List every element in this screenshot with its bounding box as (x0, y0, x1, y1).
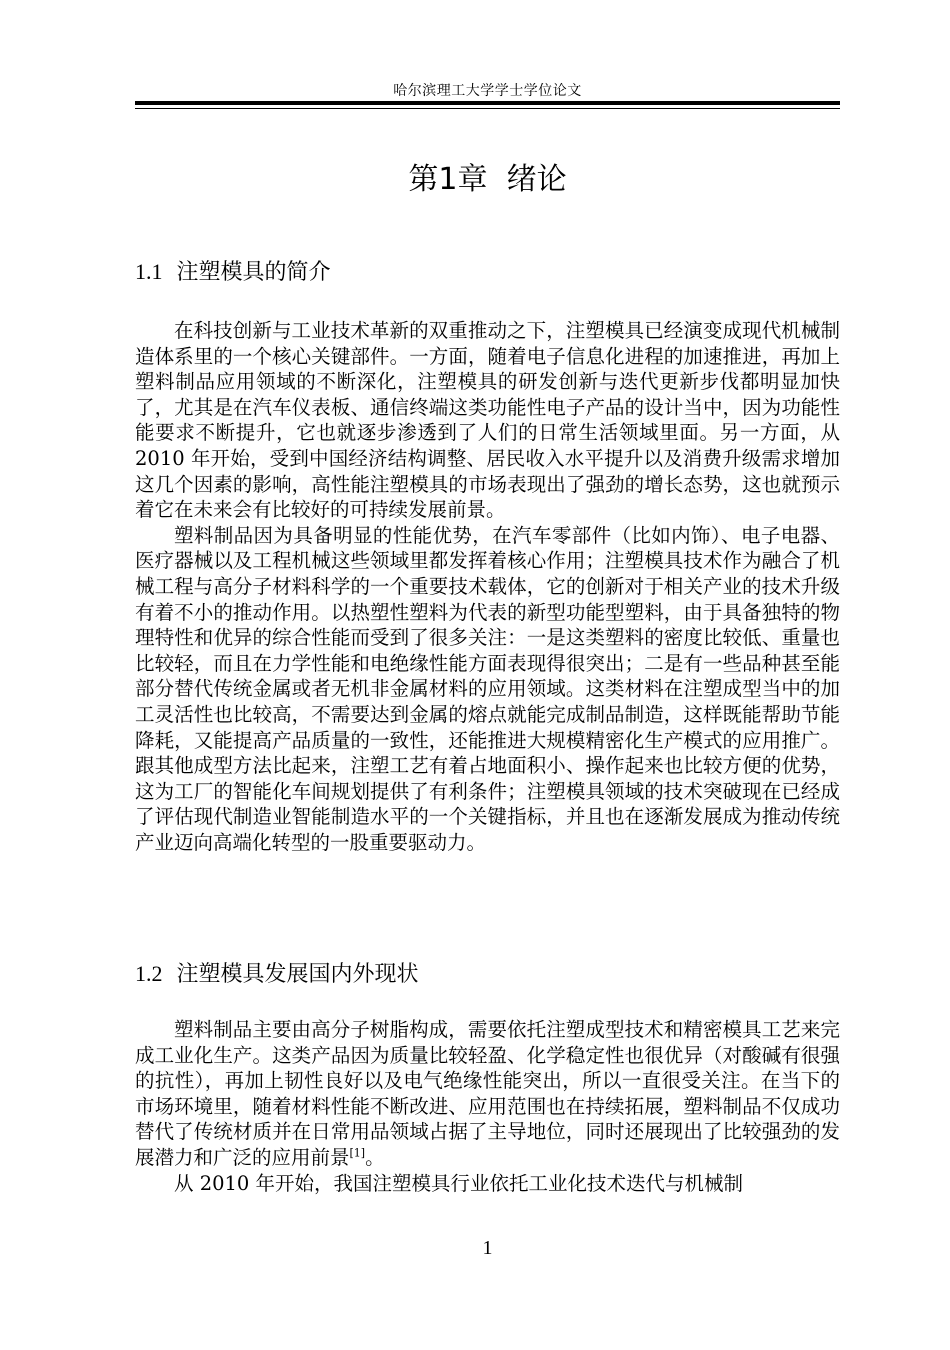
section-number: 1.2 (135, 961, 163, 986)
paragraph (135, 1017, 840, 1171)
header-rule-thick (135, 101, 840, 105)
section-1-2-body (135, 1017, 840, 1196)
page-number: 1 (482, 1237, 493, 1259)
paragraph: 塑料制品因为具备明显的性能优势，在汽车零部件（比如内饰）、电子电器、医疗器械以及工程机械这些领域里都发挥着核心作用；注塑模具技术作为融合了机械工程与高分子材料科学的一个重要技术载体，它的创新对于相关产业的技术升级有着不小的推动作用。以热塑性塑料为代表的新型功能型塑料，由于具备独特的物理特性和优异的综合性能而受到了很多关注：一是这类塑料的密度比较低、重量也比较轻，而且在力学性能和电绝缘性能方面表现得很突出；二是有一些品种甚至能部分替代传统金属或者无机非金属材料的应用领域。这类材料在注塑成型当中的加工灵活性也比较高，不需要达到金属的熔点就能完成制品制造，这样既能帮助节能降耗，又能提高产品质量的一致性，还能推进大规模精密化生产模式的应用推广。跟其他成型方法比起来，注塑工艺有着占地面积小、操作起来也比较方便的优势，这为工厂的智能化车间规划提供了有利条件；注塑模具领域的技术突破现在已经成了评估现代制造业智能制造水平的一个关键指标，并且也在逐渐发展成为推动传统产业迈向高端化转型的一股重要驱动力。 (135, 523, 840, 854)
paragraph-text: 塑料制品主要由高分子树脂构成，需要依托注塑成型技术和精密模具工艺来完成工业化生产。这类产品因为质量比较轻盈、化学稳定性也很优异（对酸碱有很强的抗性），再加上韧性良好以及电气绝缘性能突出，所以一直很受关注。在当下的市场环境里，随着材料性能不断改进、应用范围也在持续拓展，塑料制品不仅成功替代了传统材质并在日常用品领域占据了主导地位，同时还展现出了比较强劲的发展潜力和广泛的应用前景 (135, 1018, 840, 1169)
section-title-text: 注塑模具的简介 (176, 260, 331, 285)
section-title-text: 注塑模具发展国内外现状 (176, 962, 419, 987)
citation-marker: [1] (349, 1146, 366, 1160)
section-heading-1-1 (135, 256, 840, 289)
header-rule-thin (135, 108, 840, 109)
section-number: 1.1 (135, 259, 163, 284)
paragraph: 在科技创新与工业技术革新的双重推动之下，注塑模具已经演变成现代机械制造体系里的一个核心关键部件。一方面，随着电子信息化进程的加速推进，再加上塑料制品应用领域的不断深化，注塑模具的研发创新与迭代更新步伐都明显加快了，尤其是在汽车仪表板、通信终端这类功能性电子产品的设计当中，因为功能性能要求不断提升，它也就逐步渗透到了人们的日常生活领域里面。另一方面，从 2010 年开始，受到中国经济结构调整、居民收入水平提升以及消费升级需求增加这几个因素的影响，高性能注塑模具的市场表现出了强劲的增长态势，这也就预示着它在未来会有比较好的可持续发展前景。 (135, 319, 840, 522)
section-heading-1-2 (135, 958, 840, 991)
paragraph-end-punctuation: 。 (365, 1145, 385, 1169)
paragraph: 从 2010 年开始，我国注塑模具行业依托工业化技术迭代与机械制 (174, 1171, 744, 1195)
running-header: 哈尔滨理工大学学士学位论文 (393, 83, 582, 99)
section-1-1-body (135, 318, 840, 855)
chapter-title: 第1章 绪论 (408, 162, 567, 197)
